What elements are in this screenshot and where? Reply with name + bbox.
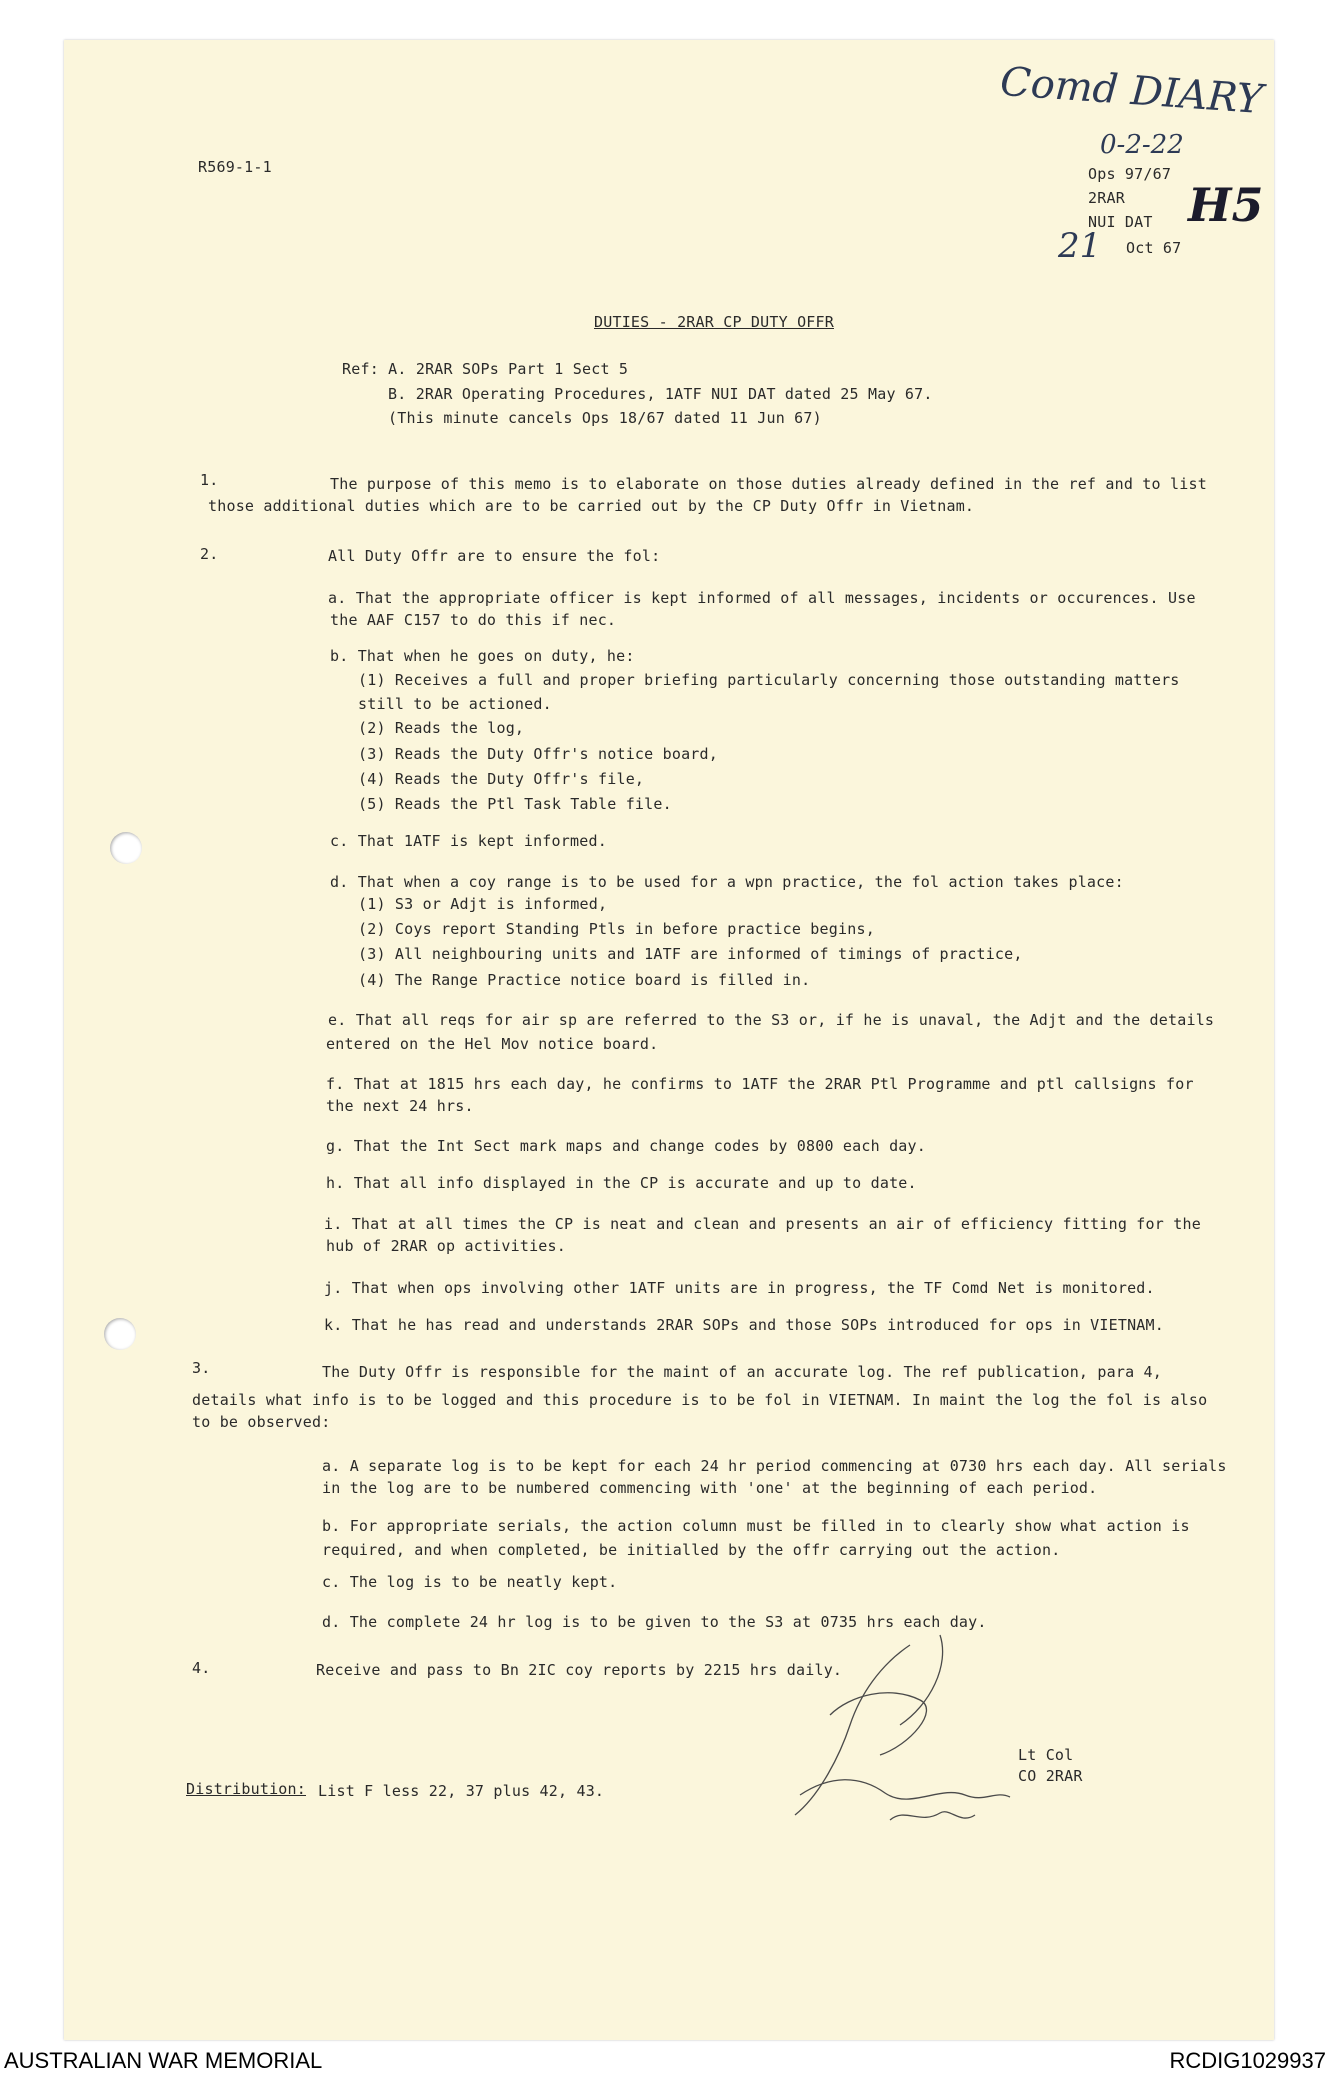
punch-hole-top bbox=[110, 832, 142, 864]
reference-a: Ref: A. 2RAR SOPs Part 1 Sect 5 bbox=[342, 360, 629, 378]
para1-line2: those additional duties which are to be carried out by the CP Duty Offr in Vietnam. bbox=[208, 497, 975, 515]
reference-b: B. 2RAR Operating Procedures, 1ATF NUI DAT dated 25 May 67. bbox=[388, 385, 933, 403]
para1-number: 1. bbox=[200, 471, 219, 489]
para2-number: 2. bbox=[200, 545, 219, 563]
para1-line1: The purpose of this memo is to elaborate on those duties already defined in the ref and to list bbox=[330, 475, 1207, 493]
unit-name: 2RAR bbox=[1088, 189, 1125, 207]
para3-line3: to be observed: bbox=[192, 1413, 331, 1431]
para2-i-line1: i. That at all times the CP is neat and clean and presents an air of efficiency fitting for the bbox=[324, 1215, 1201, 1233]
para2-f-line2: the next 24 hrs. bbox=[326, 1097, 474, 1115]
para2-d1: (1) S3 or Adjt is informed, bbox=[358, 895, 608, 913]
distribution-list: List F less 22, 37 plus 42, 43. bbox=[318, 1782, 605, 1800]
para2-e-line1: e. That all reqs for air sp are referred to the S3 or, if he is unaval, the Adjt and the details bbox=[328, 1011, 1215, 1029]
distribution-label: Distribution: bbox=[186, 1780, 306, 1798]
handwritten-code: 0-2-22 bbox=[1100, 130, 1184, 160]
para2-b5: (5) Reads the Ptl Task Table file. bbox=[358, 795, 672, 813]
handwritten-h5: H5 bbox=[1188, 178, 1264, 232]
para2-b1-cont: still to be actioned. bbox=[358, 695, 552, 713]
location: NUI DAT bbox=[1088, 213, 1153, 231]
file-reference: R569-1-1 bbox=[198, 158, 272, 176]
para3-c: c. The log is to be neatly kept. bbox=[322, 1573, 618, 1591]
handwritten-diary-label: Comd DIARY bbox=[998, 58, 1265, 124]
ops-reference: Ops 97/67 bbox=[1088, 165, 1172, 183]
signature-role: CO 2RAR bbox=[1018, 1767, 1083, 1785]
para2-j: j. That when ops involving other 1ATF units are in progress, the TF Comd Net is monitored. bbox=[324, 1279, 1155, 1297]
handwritten-day: 21 bbox=[1058, 226, 1102, 266]
para4-number: 4. bbox=[192, 1659, 211, 1677]
para2-e-line2: entered on the Hel Mov notice board. bbox=[326, 1035, 659, 1053]
para2-i-line2: hub of 2RAR op activities. bbox=[326, 1237, 566, 1255]
para2-b2: (2) Reads the log, bbox=[358, 719, 525, 737]
para3-line2: details what info is to be logged and this procedure is to be fol in VIETNAM. In maint the log the fol is also bbox=[192, 1391, 1208, 1409]
para2-d-intro: d. That when a coy range is to be used for a wpn practice, the fol action takes place: bbox=[330, 873, 1124, 891]
para3-b-line1: b. For appropriate serials, the action column must be filled in to clearly show what action is bbox=[322, 1517, 1190, 1535]
para2-a-line1: a. That the appropriate officer is kept informed of all messages, incidents or occurences. Use bbox=[328, 589, 1196, 607]
para3-a-line1: a. A separate log is to be kept for each 24 hr period commencing at 0730 hrs each day. All serials bbox=[322, 1457, 1227, 1475]
para2-k: k. That he has read and understands 2RAR SOPs and those SOPs introduced for ops in VIETNAM. bbox=[324, 1316, 1164, 1334]
para3-a-line2: in the log are to be numbered commencing with 'one' at the beginning of each period. bbox=[322, 1479, 1098, 1497]
para2-f-line1: f. That at 1815 hrs each day, he confirms to 1ATF the 2RAR Ptl Programme and ptl callsigns for bbox=[326, 1075, 1194, 1093]
para2-b-intro: b. That when he goes on duty, he: bbox=[330, 647, 635, 665]
para2-g: g. That the Int Sect mark maps and change codes by 0800 each day. bbox=[326, 1137, 926, 1155]
para2-b4: (4) Reads the Duty Offr's file, bbox=[358, 770, 645, 788]
document-title: DUTIES - 2RAR CP DUTY OFFR bbox=[594, 313, 834, 331]
punch-hole-bottom bbox=[104, 1318, 136, 1350]
signature-rank: Lt Col bbox=[1018, 1746, 1074, 1764]
para3-line1: The Duty Offr is responsible for the maint of an accurate log. The ref publication, para 4, bbox=[322, 1363, 1162, 1381]
para2-b3: (3) Reads the Duty Offr's notice board, bbox=[358, 745, 718, 763]
para3-b-line2: required, and when completed, be initialled by the offr carrying out the action. bbox=[322, 1541, 1061, 1559]
para3-number: 3. bbox=[192, 1359, 211, 1377]
footer-institution: AUSTRALIAN WAR MEMORIAL bbox=[4, 2048, 323, 2073]
para2-h: h. That all info displayed in the CP is accurate and up to date. bbox=[326, 1174, 917, 1192]
reference-note: (This minute cancels Ops 18/67 dated 11 Jun 67) bbox=[388, 409, 822, 427]
para2-intro: All Duty Offr are to ensure the fol: bbox=[328, 547, 661, 565]
footer-record-id: RCDIG1029937 bbox=[1169, 2048, 1326, 2073]
date-month-year: Oct 67 bbox=[1126, 239, 1182, 257]
para2-d4: (4) The Range Practice notice board is filled in. bbox=[358, 971, 811, 989]
para4-text: Receive and pass to Bn 2IC coy reports by 2215 hrs daily. bbox=[316, 1661, 843, 1679]
document-page bbox=[64, 40, 1274, 2040]
para2-a-line2: the AAF C157 to do this if nec. bbox=[330, 611, 617, 629]
para2-d3: (3) All neighbouring units and 1ATF are informed of timings of practice, bbox=[358, 945, 1023, 963]
signature-scrawl bbox=[790, 1625, 1020, 1835]
para2-b1: (1) Receives a full and proper briefing particularly concerning those outstanding matters bbox=[358, 671, 1180, 689]
para3-d: d. The complete 24 hr log is to be given to the S3 at 0735 hrs each day. bbox=[322, 1613, 987, 1631]
para2-c: c. That 1ATF is kept informed. bbox=[330, 832, 607, 850]
para2-d2: (2) Coys report Standing Ptls in before practice begins, bbox=[358, 920, 875, 938]
